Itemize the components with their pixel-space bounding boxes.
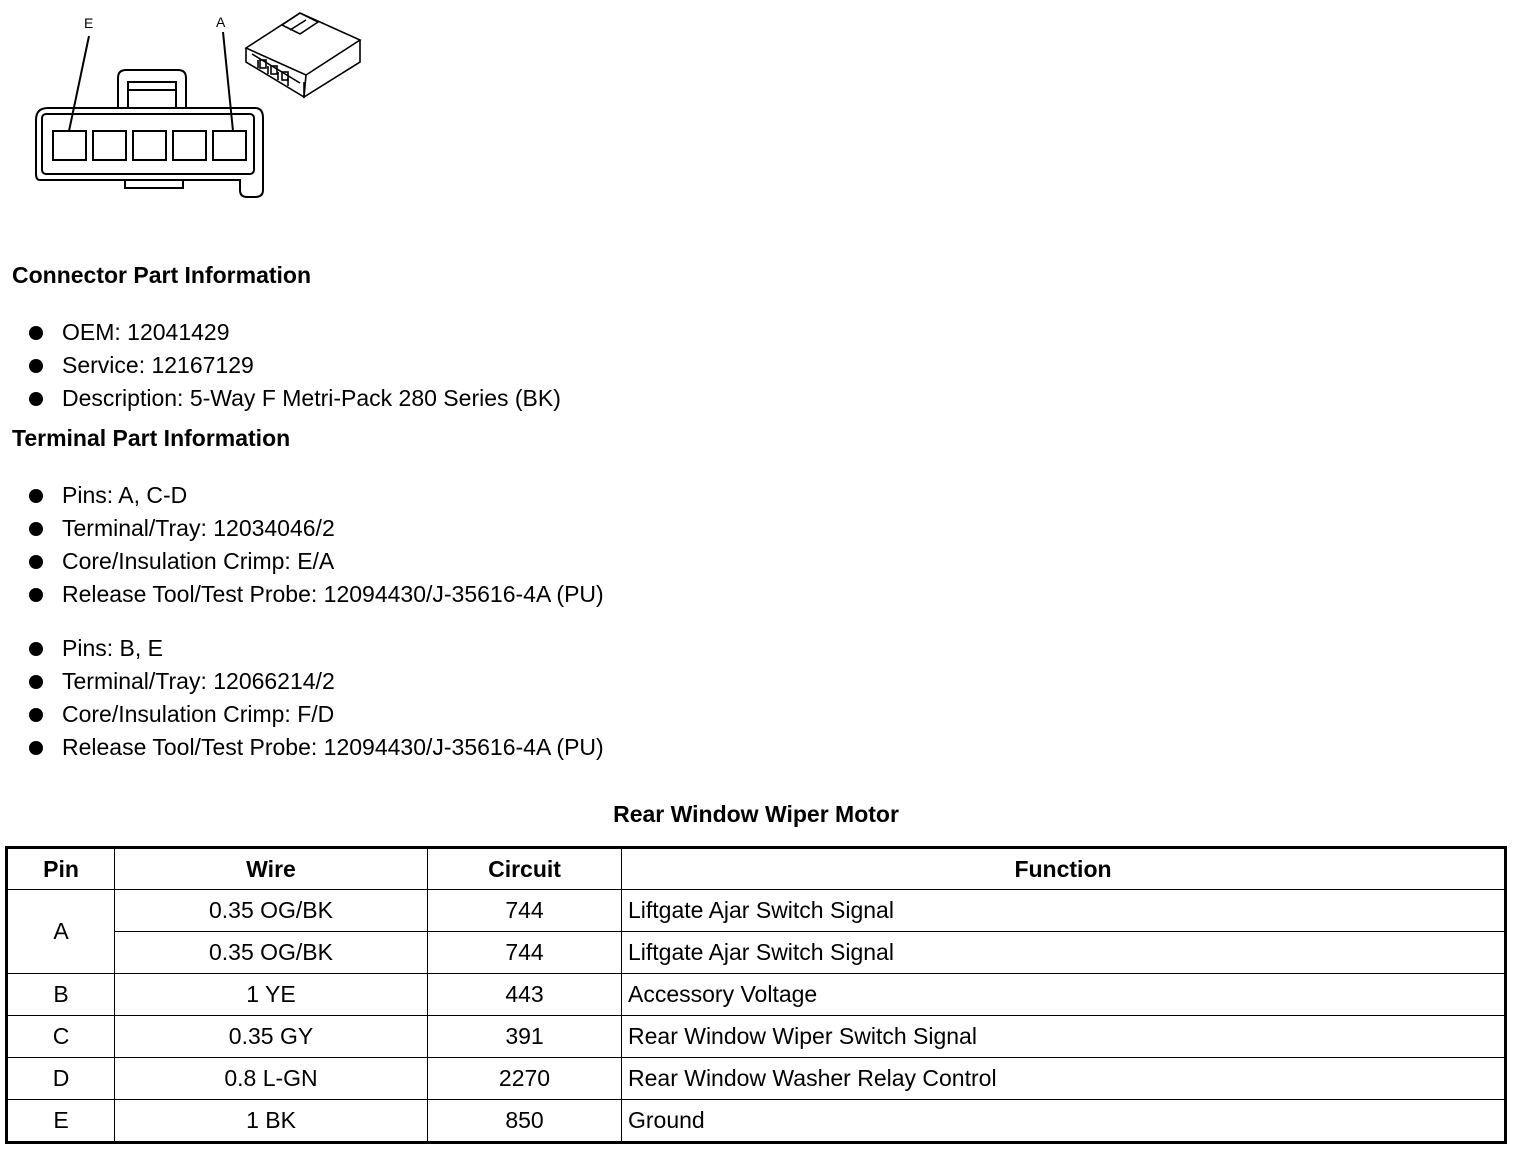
table-title: Rear Window Wiper Motor — [613, 801, 899, 827]
list-item: Core/Insulation Crimp: E/A — [0, 545, 604, 578]
list-item: Release Tool/Test Probe: 12094430/J-35616-4A (PU) — [0, 731, 604, 764]
bullet-icon — [29, 708, 43, 722]
bullet-icon — [29, 522, 43, 536]
list-item: Pins: A, C-D — [0, 479, 604, 512]
table-row — [7, 973, 1506, 1015]
cell-circuit: 744 — [428, 890, 622, 932]
cell-circuit: 744 — [428, 931, 622, 973]
cavity-e — [53, 131, 86, 160]
table-row — [7, 1057, 1506, 1099]
list-item: Core/Insulation Crimp: F/D — [0, 698, 604, 731]
cell-function: Ground — [622, 1099, 1506, 1142]
bullet-icon — [29, 489, 43, 503]
pin-label-e: E — [84, 15, 94, 31]
cell-function: Rear Window Washer Relay Control — [622, 1057, 1506, 1099]
cell-wire: 1 BK — [115, 1099, 428, 1142]
bullet-icon — [29, 642, 43, 656]
list-item: Description: 5-Way F Metri-Pack 280 Series (BK) — [0, 382, 561, 415]
table-header-row — [7, 848, 1506, 890]
bullet-icon — [29, 359, 43, 373]
cell-function: Accessory Voltage — [622, 973, 1506, 1015]
terminal-group-1 — [0, 479, 604, 611]
cell-wire: 0.35 GY — [115, 1015, 428, 1057]
bullet-icon — [29, 741, 43, 755]
cell-wire: 0.35 OG/BK — [115, 931, 428, 973]
header-function: Function — [622, 848, 1506, 890]
list-item: Terminal/Tray: 12066214/2 — [0, 665, 604, 698]
table-row — [7, 1015, 1506, 1057]
cell-function: Rear Window Wiper Switch Signal — [622, 1015, 1506, 1057]
table-row — [7, 1099, 1506, 1142]
list-item: Terminal/Tray: 12034046/2 — [0, 512, 604, 545]
terminal-group-2 — [0, 632, 604, 764]
cell-circuit: 391 — [428, 1015, 622, 1057]
bullet-icon — [29, 555, 43, 569]
cavity-a — [213, 131, 246, 160]
list-item: Service: 12167129 — [0, 349, 561, 382]
cavity-d — [93, 131, 126, 160]
bullet-icon — [29, 588, 43, 602]
cavity-b — [173, 131, 206, 160]
table-row — [7, 890, 1506, 932]
header-wire: Wire — [115, 848, 428, 890]
cell-circuit: 2270 — [428, 1057, 622, 1099]
bullet-icon — [29, 675, 43, 689]
cell-pin: C — [7, 1015, 115, 1057]
connector-3d-icon — [246, 13, 360, 97]
cell-function: Liftgate Ajar Switch Signal — [622, 931, 1506, 973]
bullet-icon — [29, 392, 43, 406]
bullet-icon — [29, 326, 43, 340]
cell-function: Liftgate Ajar Switch Signal — [622, 890, 1506, 932]
cell-circuit: 850 — [428, 1099, 622, 1142]
pinout-table — [5, 846, 1507, 1144]
cell-pin: B — [7, 973, 115, 1015]
header-circuit: Circuit — [428, 848, 622, 890]
cell-pin: D — [7, 1057, 115, 1099]
cavity-c — [133, 131, 166, 160]
terminal-part-heading: Terminal Part Information — [12, 425, 291, 451]
connector-part-list — [0, 316, 561, 415]
list-item: Release Tool/Test Probe: 12094430/J-35616-4A (PU) — [0, 578, 604, 611]
cell-wire: 0.8 L-GN — [115, 1057, 428, 1099]
table-row — [7, 931, 1506, 973]
pin-label-a: A — [216, 14, 226, 30]
list-item: OEM: 12041429 — [0, 316, 561, 349]
list-item: Pins: B, E — [0, 632, 604, 665]
cell-wire: 1 YE — [115, 973, 428, 1015]
connector-diagram — [0, 0, 380, 215]
cell-pin: A — [7, 890, 115, 974]
cell-circuit: 443 — [428, 973, 622, 1015]
connector-part-heading: Connector Part Information — [12, 262, 312, 288]
header-pin: Pin — [7, 848, 115, 890]
cell-pin: E — [7, 1099, 115, 1142]
cell-wire: 0.35 OG/BK — [115, 890, 428, 932]
